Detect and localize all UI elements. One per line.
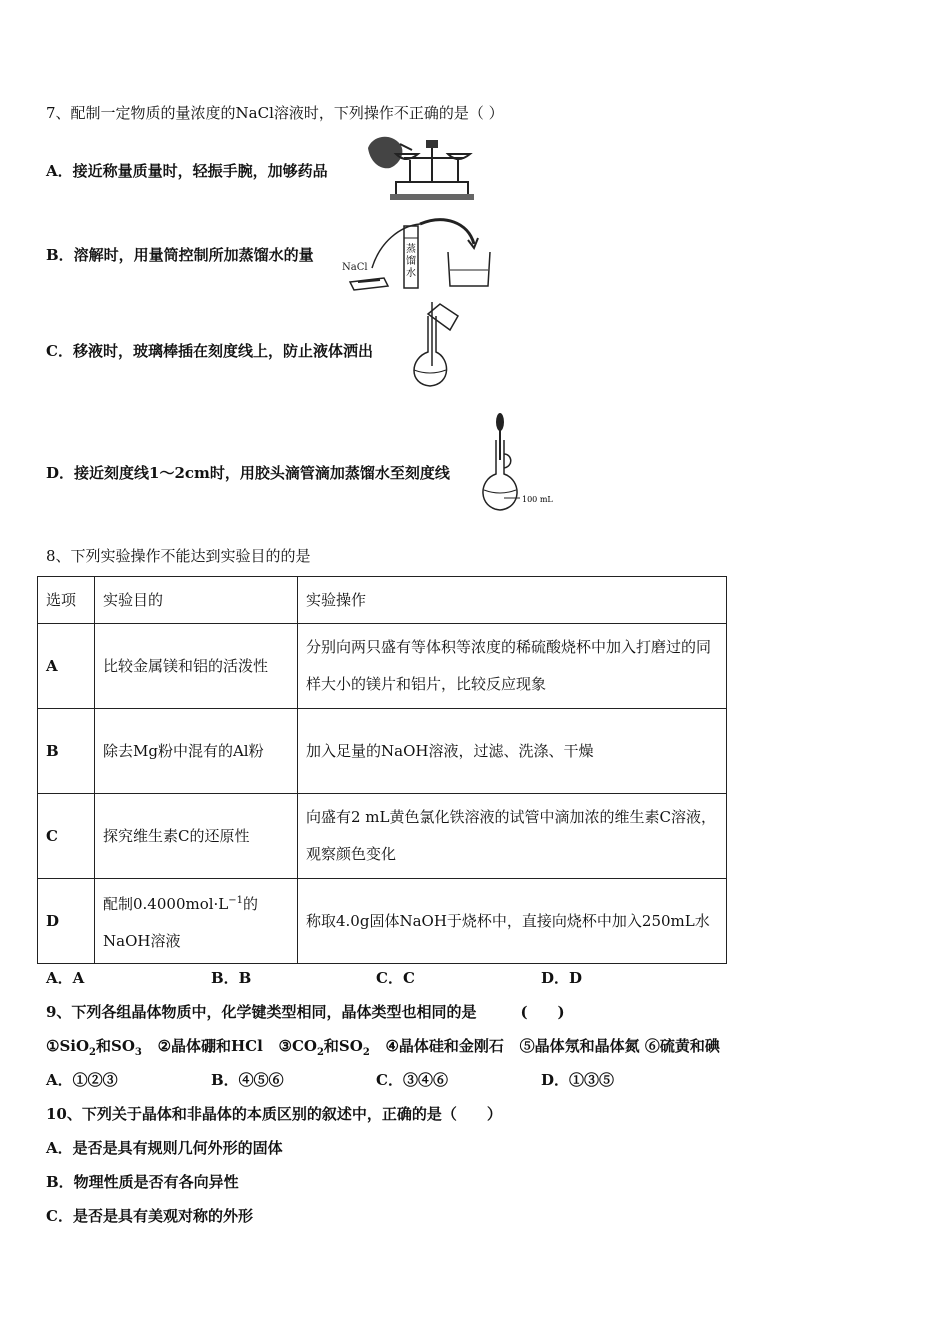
- table-row: [38, 709, 727, 794]
- q8-choice-d: D．D: [541, 969, 583, 987]
- q9-item-2: ②晶体硼和HCl: [157, 1037, 263, 1055]
- flask-mark-label: 100 mL: [522, 495, 553, 504]
- experiment-table: [37, 576, 727, 964]
- q8-choice-b: B．B: [211, 969, 252, 987]
- row-option: D: [38, 879, 95, 964]
- q7-option-b: B．溶解时，用量筒控制所加蒸馏水的量: [46, 246, 314, 264]
- q8-choice-a: A．A: [46, 969, 85, 987]
- row-operation: 加入足量的NaOH溶液，过滤、洗涤、干燥: [298, 709, 727, 794]
- purpose-superscript: −1: [228, 895, 244, 906]
- q8-stem: 8、下列实验操作不能达到实验目的的是: [46, 547, 311, 565]
- table-row: [38, 624, 727, 709]
- row-option: B: [38, 709, 95, 794]
- q7-stem: 7、配制一定物质的量浓度的NaCl溶液时，下列操作不正确的是（ ）: [46, 104, 504, 122]
- transfer-figure: [400, 298, 464, 390]
- water-label-1: 蒸: [406, 244, 416, 255]
- q7-option-d: D．接近刻度线1～2cm时，用胶头滴管滴加蒸馏水至刻度线: [46, 464, 450, 482]
- row-purpose: 比较金属镁和铝的活泼性: [95, 624, 298, 709]
- q10-option-c: C．是否是具有美观对称的外形: [46, 1207, 253, 1225]
- q9-paren: ( ): [520, 1003, 565, 1021]
- dissolve-figure: [340, 212, 500, 292]
- row-operation: 称取4.0g固体NaOH于烧杯中，直接向烧杯中加入250mL水: [298, 879, 727, 964]
- q9-item-5: ⑤晶体氖和晶体氮: [519, 1037, 640, 1055]
- header-operation: 实验操作: [298, 577, 727, 624]
- q7-option-a: A．接近称量质量时，轻振手腕，加够药品: [46, 162, 328, 180]
- q9-item-6: ⑥硫黄和碘: [644, 1037, 720, 1055]
- q10-option-a: A．是否是具有规则几何外形的固体: [46, 1139, 283, 1157]
- q9-choices: [46, 1070, 706, 1090]
- q9-item-1: ①SiO$_2$和$SO_3$: [46, 1037, 142, 1058]
- water-label-2: 馏: [406, 256, 416, 267]
- row-purpose: 探究维生素C的还原性: [95, 794, 298, 879]
- q9-stem-line: [46, 1002, 565, 1022]
- q9-stem: 9、下列各组晶体物质中，化学键类型相同，晶体类型也相同的是: [46, 1003, 477, 1021]
- header-option: 选项: [38, 577, 95, 624]
- nacl-label: NaCl: [342, 262, 368, 273]
- balance-figure: [360, 130, 485, 202]
- purpose-text-post: 的NaOH溶液: [103, 895, 259, 950]
- q8-choice-c: C．C: [376, 969, 415, 987]
- table-row: [38, 794, 727, 879]
- row-option: C: [38, 794, 95, 879]
- row-option: A: [38, 624, 95, 709]
- water-label-3: 水: [406, 268, 416, 279]
- q7-option-c: C．移液时，玻璃棒插在刻度线上，防止液体洒出: [46, 342, 373, 360]
- q9-items: [46, 1036, 720, 1063]
- table-header-row: [38, 577, 727, 624]
- q8-choices: [46, 968, 706, 988]
- table-row: [38, 879, 727, 964]
- q10-option-b: B．物理性质是否有各向异性: [46, 1173, 239, 1191]
- row-operation: 向盛有2 mL黄色氯化铁溶液的试管中滴加浓的维生素C溶液，观察颜色变化: [298, 794, 727, 879]
- q9-choice-a: A．①②③: [46, 1071, 118, 1089]
- q9-choice-b: B．④⑤⑥: [211, 1071, 284, 1089]
- row-operation: 分别向两只盛有等体积等浓度的稀硫酸烧杯中加入打磨过的同样大小的镁片和铝片，比较反应现象: [298, 624, 727, 709]
- q9-choice-d: D．①③⑤: [541, 1071, 615, 1089]
- dropper-flask-figure: [476, 410, 566, 514]
- q9-choice-c: C．③④⑥: [376, 1071, 448, 1089]
- q10-stem: 10、下列关于晶体和非晶体的本质区别的叙述中，正确的是（ ）: [46, 1105, 502, 1123]
- purpose-text-pre: 配制0.4000mol·L: [103, 895, 229, 913]
- row-purpose: 除去Mg粉中混有的Al粉: [95, 709, 298, 794]
- header-purpose: 实验目的: [95, 577, 298, 624]
- q9-item-4: ④晶体硅和金刚石: [385, 1037, 504, 1055]
- q9-item-3: $③CO_2$和$SO_2$: [278, 1037, 370, 1058]
- row-purpose: [95, 879, 298, 964]
